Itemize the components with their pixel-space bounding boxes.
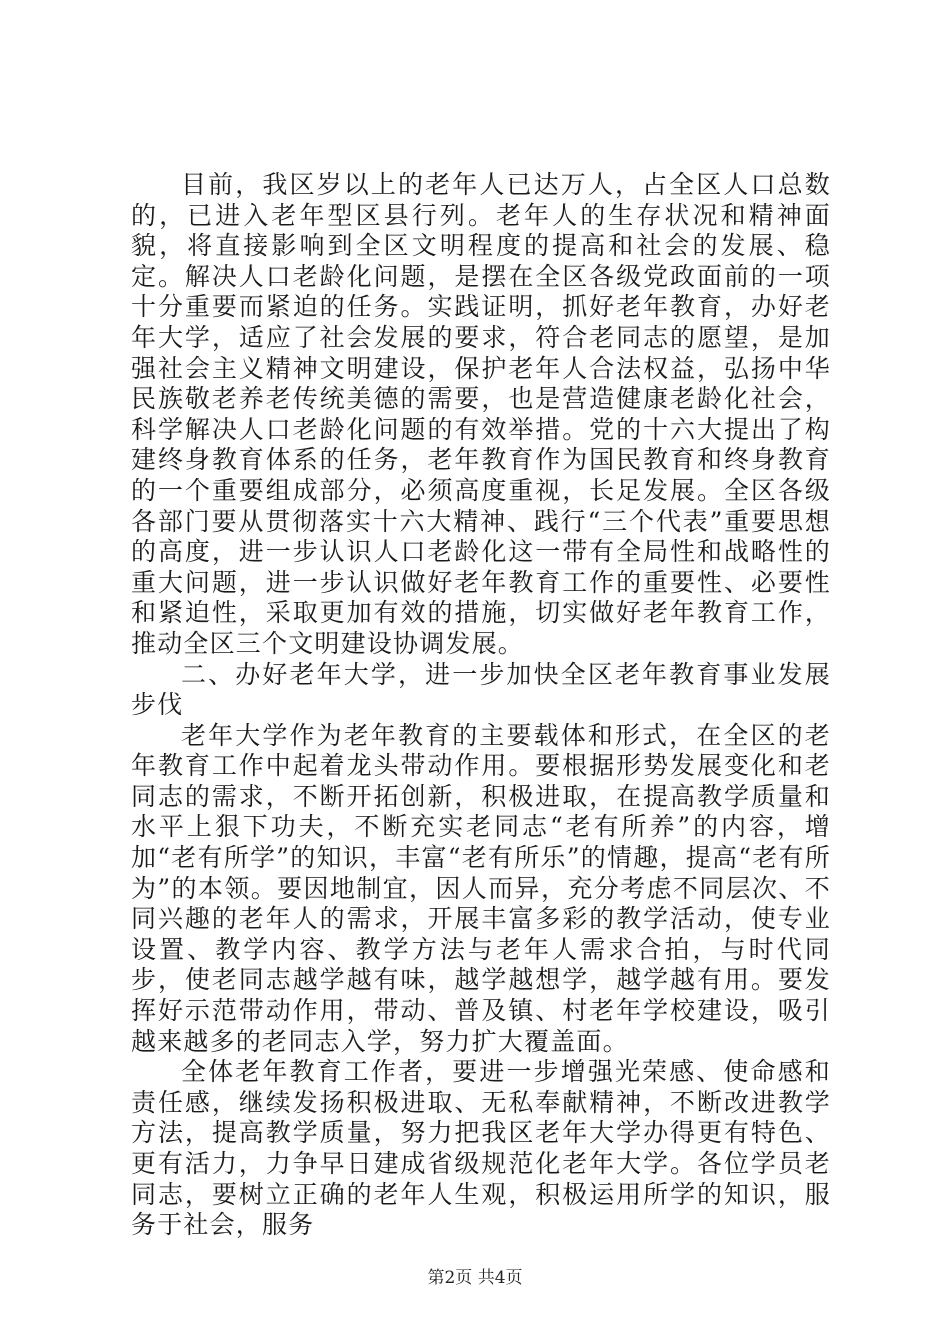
document-body xyxy=(131,170,831,1241)
paragraph-elderly-population: 目前，我区岁以上的老年人已达万人，占全区人口总数的，已进入老年型区县行列。老年人的生存状况和精神面貌，将直接影响到全区文明程度的提高和社会的发展、稳定。解决人口老龄化问题，是摆在全区各级党政面前的一项十分重要而紧迫的任务。实践证明，抓好老年教育，办好老年大学，适应了社会发展的要求，符合老同志的愿望，是加强社会主义精神文明建设，保护老年人合法权益，弘扬中华民族敬老养老传统美德的需要，也是营造健康老龄化社会，科学解决人口老龄化问题的有效举措。党的十六大提出了构建终身教育体系的任务，老年教育作为国民教育和终身教育的一个重要组成部分，必须高度重视，长足发展。全区各级各部门要从贯彻落实十六大精神、践行“三个代表”重要思想的高度，进一步认识人口老龄化这一带有全局性和战略性的重大问题，进一步认识做好老年教育工作的重要性、必要性和紧迫性，采取更加有效的措施，切实做好老年教育工作，推动全区三个文明建设协调发展。 xyxy=(131,170,831,658)
page-indicator: 第2页 共4页 xyxy=(427,1268,523,1288)
paragraph-university-role: 老年大学作为老年教育的主要载体和形式，在全区的老年教育工作中起着龙头带动作用。要根据形势发展变化和老同志的需求，不断开拓创新，积极进取，在提高教学质量和水平上狠下功夫，不断充实老同志“老有所养”的内容，增加“老有所学”的知识，丰富“老有所乐”的情趣，提高“老有所为”的本领。要因地制宜，因人而异，充分考虑不同层次、不同兴趣的老年人的需求，开展丰富多彩的教学活动，使专业设置、教学内容、教学方法与老年人需求合拍，与时代同步，使老同志越学越有味，越学越想学，越学越有用。要发挥好示范带动作用，带动、普及镇、村老年学校建设，吸引越来越多的老同志入学，努力扩大覆盖面。 xyxy=(131,720,831,1056)
page-footer xyxy=(0,1268,950,1288)
paragraph-educators-call: 全体老年教育工作者，要进一步增强光荣感、使命感和责任感，继续发扬积极进取、无私奉献精神，不断改进教学方法，提高教学质量，努力把我区老年大学办得更有特色、更有活力，力争早日建成省级规范化老年大学。各位学员老同志，要树立正确的老年人生观，积极运用所学的知识，服务于社会，服务 xyxy=(131,1057,831,1240)
section-heading-elderly-university: 二、办好老年大学，进一步加快全区老年教育事业发展步伐 xyxy=(131,659,831,720)
